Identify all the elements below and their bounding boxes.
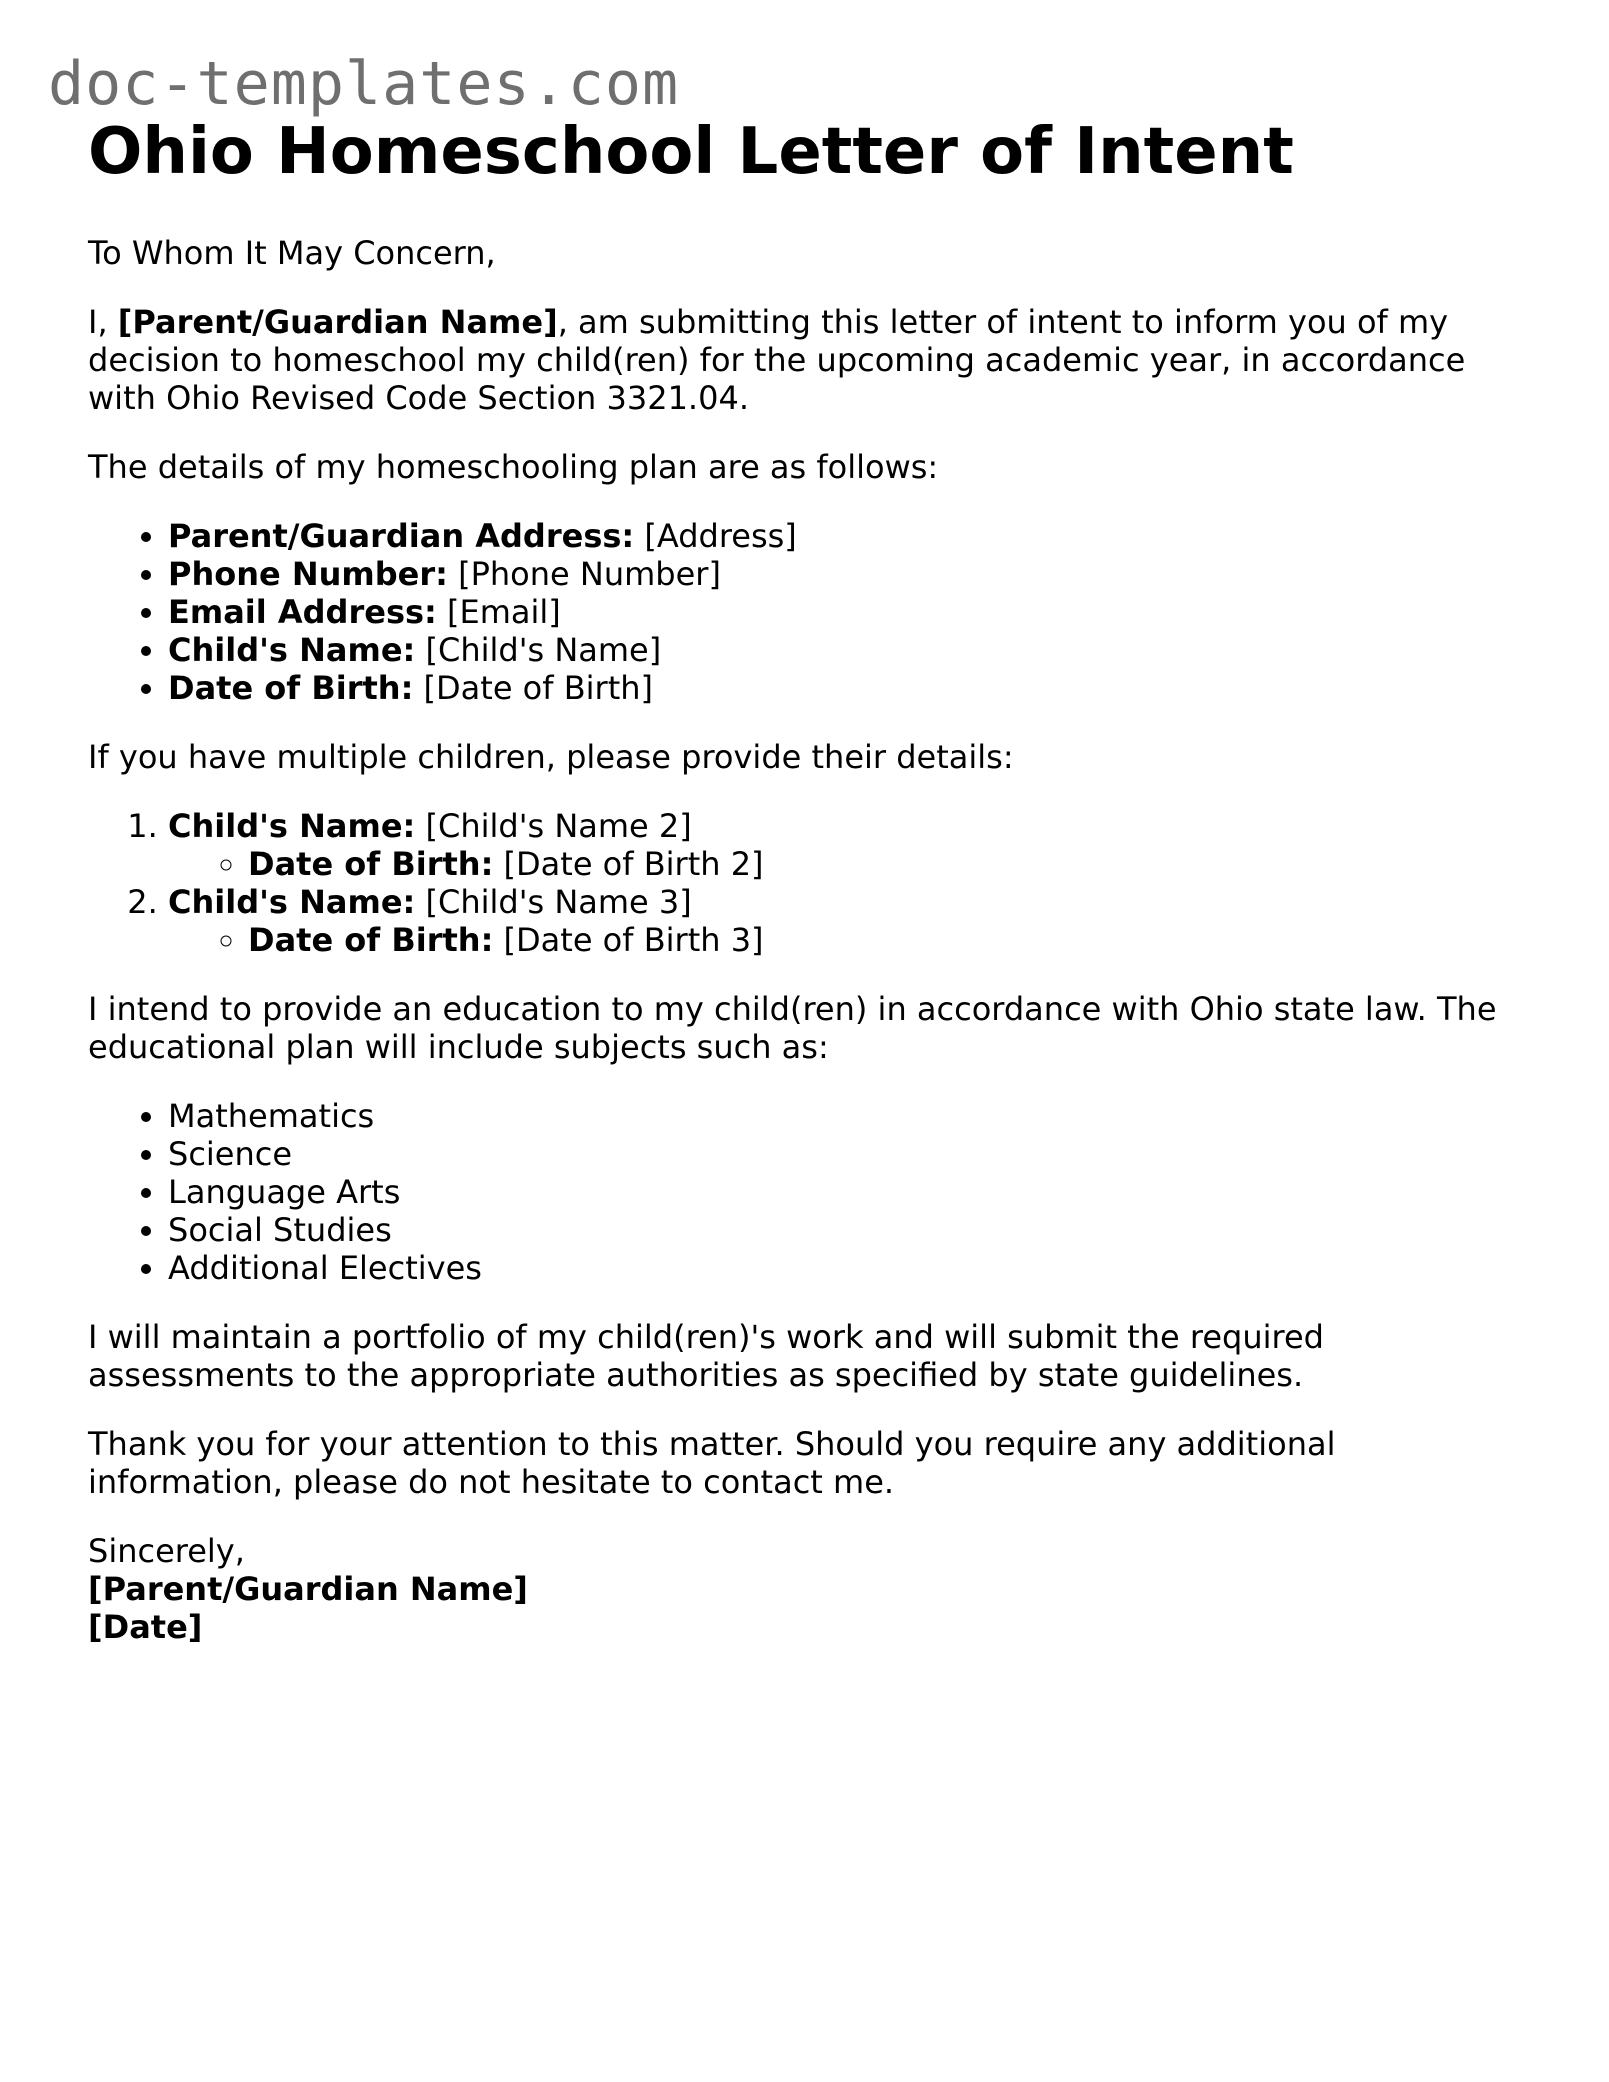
detail-label: Child's Name: <box>168 631 416 669</box>
detail-label: Phone Number: <box>168 555 448 593</box>
child-name-label: Child's Name: <box>168 883 416 921</box>
children-list <box>88 807 1528 959</box>
portfolio-paragraph: I will maintain a portfolio of my child(ren)'s work and will submit the required assessments to the appropriate authorities as specified by state guidelines. <box>88 1318 1324 1394</box>
letter-document <box>88 112 1528 1646</box>
subject-item: • Language Arts <box>168 1173 1528 1211</box>
detail-phone <box>168 555 1528 593</box>
education-intro: I intend to provide an education to my child(ren) in accordance with Ohio state law. The educational plan will include subjects such as: <box>88 990 1497 1066</box>
salutation: To Whom It May Concern, <box>88 234 496 272</box>
child-dob-value: [Date of Birth 2] <box>493 845 764 883</box>
detail-child-name <box>168 631 1528 669</box>
child-dob <box>248 845 1528 883</box>
detail-value: [Email] <box>436 593 561 631</box>
detail-value: [Date of Birth] <box>413 669 653 707</box>
child-name-value: [Child's Name 3] <box>415 883 692 921</box>
detail-value: [Address] <box>634 517 797 555</box>
detail-label: Email Address: <box>168 593 437 631</box>
detail-label: Date of Birth: <box>168 669 414 707</box>
child-dob-value: [Date of Birth 3] <box>493 921 764 959</box>
details-intro: The details of my homeschooling plan are as follows: <box>88 448 939 486</box>
parent-name-placeholder: [Parent/Guardian Name] <box>117 303 558 341</box>
page-title: Ohio Homeschool Letter of Intent <box>88 115 1294 189</box>
closing-text: Sincerely, <box>88 1532 245 1570</box>
child-dob-label: Date of Birth: <box>248 845 494 883</box>
detail-value: [Child's Name] <box>415 631 662 669</box>
detail-address <box>168 517 1528 555</box>
child-dob <box>248 921 1528 959</box>
child-dob-label: Date of Birth: <box>248 921 494 959</box>
multiple-children-intro: If you have multiple children, please provide their details: <box>88 738 1014 776</box>
subject-item: • Science <box>168 1135 1528 1173</box>
child-name-label: Child's Name: <box>168 807 416 845</box>
signature-date: [Date] <box>88 1608 203 1646</box>
subject-item: • Social Studies <box>168 1211 1528 1249</box>
intro-prefix: I, <box>88 303 118 341</box>
child-entry <box>168 807 1528 883</box>
signature-name: [Parent/Guardian Name] <box>88 1570 528 1608</box>
detail-date-of-birth <box>168 669 1528 707</box>
signature-block <box>88 1532 1528 1646</box>
child-name-value: [Child's Name 2] <box>415 807 692 845</box>
intro-suffix: , am submitting this letter of intent to inform you of my decision to homeschool my child(ren) for the upcoming academic year, in accordance with Ohio Revised Code Section 3321.04. <box>88 303 1466 417</box>
details-list <box>88 517 1528 707</box>
subjects-list <box>88 1097 1528 1287</box>
subject-item: • Additional Electives <box>168 1249 1528 1287</box>
detail-value: [Phone Number] <box>447 555 721 593</box>
thanks-paragraph: Thank you for your attention to this matter. Should you require any additional information, please do not hesitate to contact me. <box>88 1425 1336 1501</box>
detail-label: Parent/Guardian Address: <box>168 517 635 555</box>
child-entry <box>168 883 1528 959</box>
subject-item: • Mathematics <box>168 1097 1528 1135</box>
watermark-text: doc-templates.com <box>48 49 680 119</box>
intro-paragraph <box>88 303 1528 417</box>
child-sublist <box>168 921 1528 959</box>
detail-email <box>168 593 1528 631</box>
child-sublist <box>168 845 1528 883</box>
